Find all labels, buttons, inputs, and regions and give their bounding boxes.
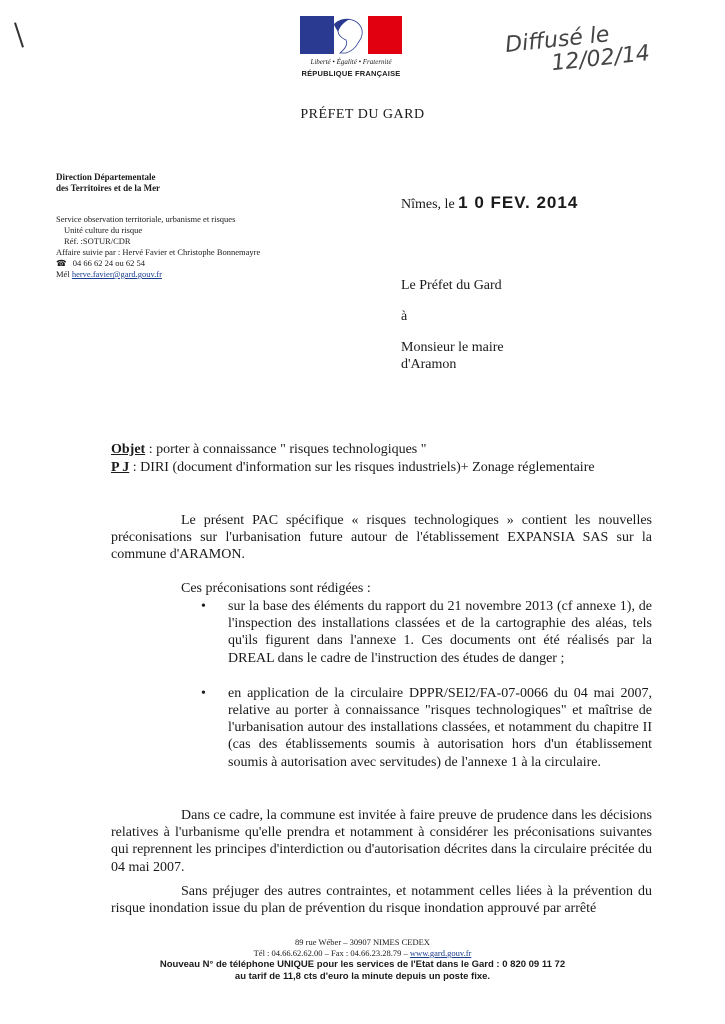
- bullet-icon: •: [201, 685, 206, 701]
- objet-label: Objet: [111, 442, 146, 457]
- marianne-logo: [298, 16, 404, 82]
- place-date: [401, 193, 578, 213]
- place-label: Nîmes, le: [401, 197, 455, 212]
- footer-unique-number: Nouveau N° de téléphone UNIQUE pour les services de l'Etat dans le Gard : 0 820 09 11 72: [159, 959, 566, 970]
- pj-text: : DIRI (document d'information sur les risques industriels)+ Zonage réglementaire: [129, 460, 595, 475]
- body-paragraph-1: Le présent PAC spécifique « risques technologiques » contient les nouvelles préconisations sur l'urbanisation future autour de l'établissement EXPANSIA SAS sur la commune d'ARAMON.: [111, 513, 652, 563]
- pj-label: P J: [111, 460, 130, 475]
- footer-contacts: [0, 948, 725, 959]
- service-name: Service observation territoriale, urbanisme et risques: [56, 214, 236, 224]
- direction-line1: Direction Départementale: [56, 172, 156, 182]
- direction-name: [56, 172, 160, 194]
- preconisation-list: [201, 598, 652, 771]
- service-block: [56, 214, 260, 280]
- bullet-text-1: sur la base des éléments du rapport du 21 novembre 2013 (cf annexe 1), de l'inspection des installations classées et de la cartographie des aléas, tels qu'ils figurent dans l'annexe 1. Ces documents ont été réalisés par la DREAL dans le cadre de l'instruction des études de danger ;: [228, 599, 652, 666]
- scan-mark: [14, 22, 24, 47]
- phone-line: [56, 258, 260, 269]
- telephone-icon: ☎: [56, 258, 67, 268]
- footer-tariff: au tarif de 11,8 cts d'euro la minute depuis un poste fixe.: [234, 971, 491, 982]
- phone-number: 04 66 62 24 ou 62 54: [72, 258, 145, 268]
- mail-label: Mél: [56, 269, 70, 279]
- footer: [0, 937, 725, 983]
- footer-website-link[interactable]: www.gard.gouv.fr: [409, 948, 472, 958]
- body-paragraph-2-intro: Ces préconisations sont rédigées :: [181, 581, 371, 596]
- subject-line: [111, 441, 595, 459]
- handwritten-note-line2: 12/02/14: [550, 41, 652, 77]
- body-paragraph-4: Sans préjuger des autres contraintes, et notamment celles liées à la prévention du risque inondation issue du plan de prévention du risque inondation approuvé par arrêté: [111, 884, 652, 917]
- republic-label: RÉPUBLIQUE FRANÇAISE: [301, 69, 401, 78]
- marianne-profile-icon: [322, 16, 382, 54]
- unit-name: Unité culture du risque: [64, 225, 143, 235]
- mail-line: [56, 269, 260, 280]
- recipient-to: à: [401, 309, 408, 324]
- bullet-text-2: en application de la circulaire DPPR/SEI2/FA-07-0066 du 04 mai 2007, relative au porter à connaissance "risques technologiques" et maîtrise de l'urbanisation autour des installations classées, et notamment du chapitre II (cas des établissements soumis à autorisation hors d'un établissement soumis à autorisation avec servitudes) de l'annexe 1 à la circulaire.: [228, 685, 652, 770]
- recipient-block: [401, 277, 504, 373]
- date-stamp: 1 0 FEV. 2014: [458, 193, 579, 212]
- addressee-line2: d'Aramon: [401, 357, 457, 372]
- list-item: [201, 685, 652, 771]
- handwritten-diffusion-note: [504, 11, 718, 81]
- body-paragraph-3: Dans ce cadre, la commune est invitée à faire preuve de prudence dans les décisions relatives à l'urbanisme qu'elle prendra et notamment à considérer les préconisations suivantes qui reprennent les principes d'interdiction ou d'autorisation décrites dans la circulaire précitée du 04 mai 2007.: [111, 808, 652, 875]
- page-title: PRÉFET DU GARD: [300, 107, 425, 122]
- mail-link[interactable]: herve.favier@gard.gouv.fr: [71, 269, 162, 279]
- footer-phone-fax: Tél : 04.66.62.62.00 – Fax : 04.66.23.28.79 –: [253, 948, 410, 958]
- attachment-line: [111, 459, 595, 477]
- footer-address: 89 rue Wéber – 30907 NIMES CEDEX: [295, 937, 430, 947]
- addressee-line1: Monsieur le maire: [401, 340, 504, 355]
- list-item: [201, 598, 652, 667]
- republic-motto: Liberté • Égalité • Fraternité: [310, 58, 392, 66]
- direction-line2: des Territoires et de la Mer: [56, 183, 161, 193]
- objet-text: : porter à connaissance " risques technologiques ": [145, 442, 427, 457]
- followed-by: Affaire suivie par : Hervé Favier et Christophe Bonnemayre: [56, 247, 261, 257]
- reference: Réf. :SOTUR/CDR: [64, 236, 131, 246]
- bullet-icon: •: [201, 599, 206, 614]
- sender-title: Le Préfet du Gard: [401, 278, 502, 293]
- subject-block: [111, 441, 595, 477]
- handwritten-note-line1: Diffusé le: [504, 22, 611, 58]
